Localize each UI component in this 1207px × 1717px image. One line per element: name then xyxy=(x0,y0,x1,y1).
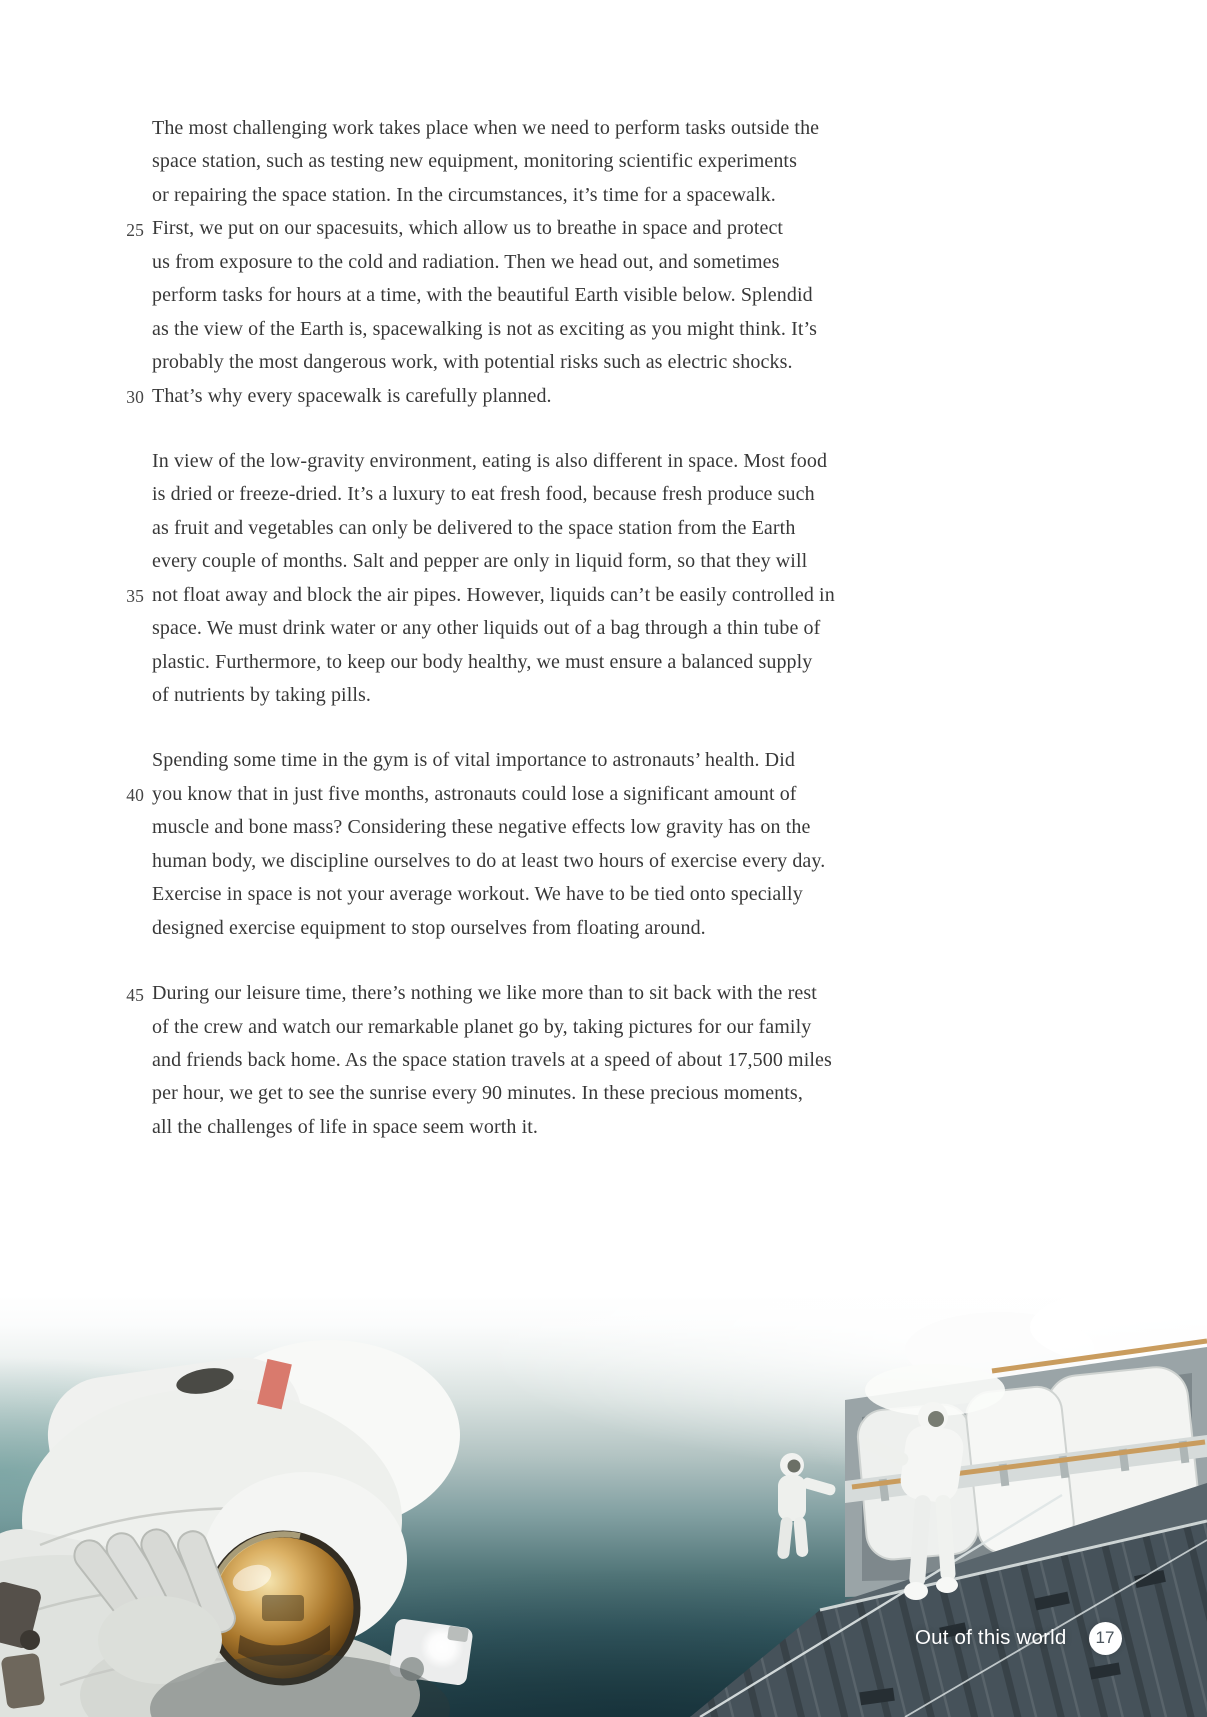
line-text: The most challenging work takes place when we need to perform tasks outside the xyxy=(152,117,820,139)
line-text: Spending some time in the gym is of vital importance to astronauts’ health. Did xyxy=(152,749,795,772)
passage-line xyxy=(152,545,982,578)
line-text: During our leisure time, there’s nothing we like more than to sit back with the rest xyxy=(152,982,817,1005)
passage-line xyxy=(126,579,982,612)
passage-line xyxy=(152,445,982,478)
line-text: as fruit and vegetables can only be delivered to the space station from the Earth xyxy=(152,516,796,539)
line-text: human body, we discipline ourselves to do at least two hours of exercise every day. xyxy=(152,849,826,872)
reading-passage xyxy=(126,112,982,1176)
passage-line xyxy=(152,246,982,279)
line-text: perform tasks for hours at a time, with the beautiful Earth visible below. Splendid xyxy=(152,284,813,307)
page-number-badge xyxy=(1089,1622,1122,1655)
line-text: us from exposure to the cold and radiation. Then we head out, and sometimes xyxy=(152,250,780,273)
section-strap: Out of this world xyxy=(915,1626,1067,1649)
passage-line xyxy=(152,145,982,178)
passage-line xyxy=(152,845,982,878)
line-number: 45 xyxy=(126,984,144,1005)
line-number: 30 xyxy=(126,387,144,407)
passage-line xyxy=(152,878,982,911)
line-text: space station, such as testing new equipment, monitoring scientific experiments xyxy=(152,150,797,173)
line-text: is dried or freeze-dried. It’s a luxury to eat fresh food, because fresh produce such xyxy=(152,483,815,506)
page-number: 17 xyxy=(1095,1628,1115,1647)
line-text: muscle and bone mass? Considering these negative effects low gravity has on the xyxy=(152,816,811,839)
spacewalk-photo xyxy=(0,1295,1207,1717)
passage-line xyxy=(152,179,982,212)
line-text: all the challenges of life in space seem worth it. xyxy=(152,1115,538,1138)
page-footer xyxy=(915,1621,1122,1655)
paragraph xyxy=(126,744,982,945)
line-number: 25 xyxy=(126,219,144,240)
line-text: That’s why every spacewalk is carefully planned. xyxy=(152,384,552,407)
paragraph xyxy=(126,112,982,413)
passage-line xyxy=(152,1011,982,1044)
passage-line xyxy=(152,1111,982,1144)
line-text: designed exercise equipment to stop ourselves from floating around. xyxy=(152,916,706,939)
passage-line xyxy=(126,778,982,811)
passage-line xyxy=(152,512,982,545)
passage-line xyxy=(152,478,982,511)
line-text: of nutrients by taking pills. xyxy=(152,684,371,706)
paragraph xyxy=(126,445,982,713)
passage-line xyxy=(126,212,982,245)
passage-line xyxy=(152,1077,982,1110)
line-text: In view of the low-gravity environment, eating is also different in space. Most food xyxy=(152,449,828,472)
line-text: not float away and block the air pipes. However, liquids can’t be easily controlled in xyxy=(152,583,835,606)
line-text: or repairing the space station. In the circumstances, it’s time for a spacewalk. xyxy=(152,183,776,206)
line-text: plastic. Furthermore, to keep our body healthy, we must ensure a balanced supply xyxy=(152,650,813,673)
line-text: every couple of months. Salt and pepper are only in liquid form, so that they will xyxy=(152,550,808,573)
line-text: Exercise in space is not your average workout. We have to be tied onto specially xyxy=(152,883,803,906)
passage-line xyxy=(152,612,982,645)
passage-line xyxy=(152,112,982,145)
line-text: you know that in just five months, astronauts could lose a significant amount of xyxy=(152,782,797,805)
passage-line xyxy=(152,346,982,379)
passage-line xyxy=(152,1044,982,1077)
passage-line xyxy=(126,380,982,413)
passage-line xyxy=(152,912,982,945)
line-number: 40 xyxy=(126,785,144,806)
passage-line xyxy=(152,744,982,777)
passage-line xyxy=(152,313,982,346)
line-text: and friends back home. As the space station travels at a speed of about 17,500 miles xyxy=(152,1048,832,1071)
line-text: as the view of the Earth is, spacewalking is not as exciting as you might think. It’s xyxy=(152,317,818,340)
line-text: space. We must drink water or any other liquids out of a bag through a thin tube of xyxy=(152,617,821,640)
line-text: per hour, we get to see the sunrise every 90 minutes. In these precious moments, xyxy=(152,1082,803,1105)
astronaut-closeup xyxy=(0,1340,474,1717)
passage-line xyxy=(126,977,982,1010)
passage-line xyxy=(152,679,982,712)
passage-line xyxy=(152,279,982,312)
line-text: of the crew and watch our remarkable planet go by, taking pictures for our family xyxy=(152,1015,812,1038)
passage-line xyxy=(152,811,982,844)
line-text: First, we put on our spacesuits, which allow us to breathe in space and protect xyxy=(152,217,784,240)
paragraph xyxy=(126,977,982,1144)
floating-astronaut-icon xyxy=(777,1453,837,1560)
line-text: probably the most dangerous work, with potential risks such as electric shocks. xyxy=(152,351,793,374)
line-number: 35 xyxy=(126,586,144,607)
passage-line xyxy=(152,646,982,679)
